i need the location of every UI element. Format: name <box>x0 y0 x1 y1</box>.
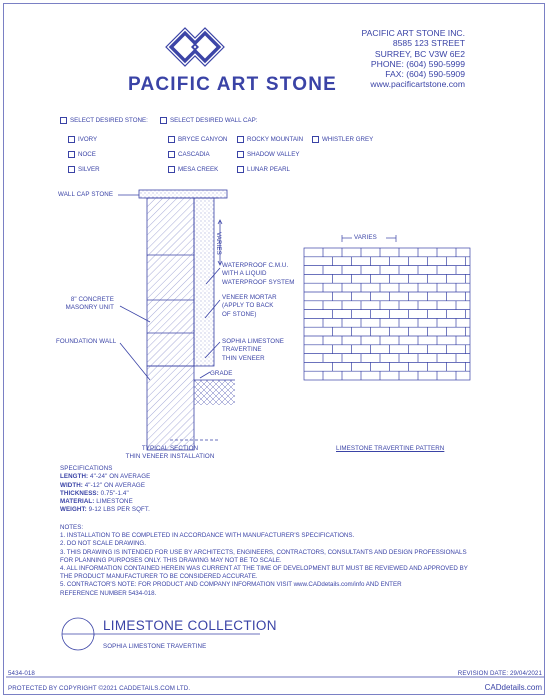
label-wall-cap-stone: WALL CAP STONE <box>58 191 114 198</box>
note-line: REFERENCE NUMBER 5434-018. <box>60 589 157 597</box>
logo-text: PACIFIC ART STONE <box>128 74 337 95</box>
option-label: WHISTLER GREY <box>322 136 374 143</box>
option-label: ROCKY MOUNTAIN <box>247 136 304 143</box>
company-phone: PHONE: (604) 590-5999 <box>370 58 465 69</box>
option-label: MESA CREEK <box>178 166 219 173</box>
note-line: 1. INSTALLATION TO BE COMPLETED IN ACCORDANCE WITH MANUFACTURER'S SPECIFICATIONS. <box>60 532 355 540</box>
reference-number: 5434-018 <box>8 670 35 677</box>
spec-width <box>60 482 150 490</box>
label-line: SOPHIA LIMESTONE <box>222 338 285 345</box>
label-line: OF STONE) <box>222 310 257 318</box>
note-line: 3. THIS DRAWING IS INTENDED FOR USE BY ARCHITECTS, ENGINEERS, CONTRACTORS, CONSULTANTS AND DESIGN PROFESSIONALS <box>60 548 467 556</box>
select-stone-label: SELECT DESIRED STONE: <box>70 117 148 124</box>
caddetails-brand[interactable]: CADdetails.com <box>484 683 542 692</box>
label-line: (APPLY TO BACK <box>222 302 274 310</box>
spec-heading: SPECIFICATIONS <box>60 465 113 472</box>
spec-value: 0.75"-1.4" <box>98 489 129 497</box>
label-line: WATERPROOF SYSTEM <box>222 278 295 286</box>
label-foundation-wall: FOUNDATION WALL <box>56 338 117 345</box>
label-grade: GRADE <box>210 370 233 377</box>
section-caption <box>120 445 220 462</box>
option-label: IVORY <box>78 136 98 143</box>
label-line: THIN VENEER <box>222 354 265 362</box>
label-line: VENEER MORTAR <box>222 294 277 301</box>
pattern-caption: LIMESTONE TRAVERTINE PATTERN <box>336 445 445 452</box>
spec-material <box>60 498 150 506</box>
option-label: SHADOW VALLEY <box>247 151 300 158</box>
label-waterproof <box>222 262 295 287</box>
spec-label: WIDTH: <box>60 481 83 489</box>
label-line: MASONRY UNIT <box>65 304 114 312</box>
label-veneer-mortar <box>222 294 277 319</box>
copyright: PROTECTED BY COPYRIGHT ©2021 CADDETAILS.COM LTD. <box>8 685 191 692</box>
note-line: 2. DO NOT SCALE DRAWING. <box>60 540 146 548</box>
spec-label: LENGTH: <box>60 473 89 481</box>
brick-pattern <box>304 248 470 380</box>
drawing-subtitle: SOPHIA LIMESTONE TRAVERTINE <box>103 643 207 650</box>
company-name: PACIFIC ART STONE INC. <box>361 28 465 38</box>
spec-value: LIMESTONE <box>94 498 133 506</box>
select-cap-label: SELECT DESIRED WALL CAP: <box>170 117 258 124</box>
company-website[interactable]: www.pacificartstone.com <box>370 79 465 90</box>
spec-value: 4"-12" ON AVERAGE <box>82 481 146 489</box>
note-line: 4. ALL INFORMATION CONTAINED HEREIN WAS CURRENT AT THE TIME OF DEVELOPMENT BUT MUST BE REVIEWED AND APPROVED BY <box>60 565 468 573</box>
label-sophia-veneer <box>222 338 284 363</box>
travertine-pattern-drawing <box>300 230 475 390</box>
label-line: TRAVERTINE <box>222 346 262 354</box>
note-line: FOR PLANNING PURPOSES ONLY. THIS DRAWING MAY NOT BE TO SCALE. <box>60 556 282 564</box>
spec-weight <box>60 506 150 514</box>
label-line: WATERPROOF C.M.U. <box>222 262 289 269</box>
spec-value: 4"-24" ON AVERAGE <box>88 473 151 481</box>
label-concrete <box>58 296 114 313</box>
notes-heading: NOTES: <box>60 524 84 531</box>
option-label: CASCADIA <box>178 151 210 158</box>
notes <box>60 524 468 598</box>
spec-thickness <box>60 490 150 498</box>
revision-date: REVISION DATE: 29/04/2021 <box>457 670 542 677</box>
note-line: THE PRODUCT MANUFACTURER TO BE CONSIDERED ACCURATE. <box>60 573 258 581</box>
option-label: NOCE <box>78 151 96 158</box>
option-label: SILVER <box>78 166 100 173</box>
label-pattern-varies: VARIES <box>354 234 377 241</box>
option-label: BRYCE CANYON <box>178 136 228 143</box>
spec-label: MATERIAL: <box>60 498 95 506</box>
option-label: LUNAR PEARL <box>247 166 290 173</box>
specifications <box>60 465 150 515</box>
spec-length <box>60 473 150 481</box>
spec-value: 9-12 LBS PER SQFT. <box>86 506 150 514</box>
spec-label: WEIGHT: <box>60 506 87 514</box>
label-varies-vertical: VARIES <box>215 232 222 255</box>
label-line: WITH A LIQUID <box>222 270 267 278</box>
spec-label: THICKNESS: <box>60 489 99 497</box>
company-street: 8585 123 STREET <box>392 38 465 49</box>
caption-line: TYPICAL SECTION <box>141 445 199 452</box>
label-line: 8" CONCRETE <box>70 296 114 303</box>
company-city: SURREY, BC V3W 6E2 <box>374 48 465 59</box>
note-line: 5. CONTRACTOR'S NOTE: FOR PRODUCT AND COMPANY INFORMATION VISIT www.CADdetails.com/info AND ENTER <box>60 581 402 589</box>
company-fax: FAX: (604) 590-5909 <box>385 69 465 80</box>
drawing-title: LIMESTONE COLLECTION <box>103 618 277 633</box>
caption-line: THIN VENEER INSTALLATION <box>125 453 215 461</box>
